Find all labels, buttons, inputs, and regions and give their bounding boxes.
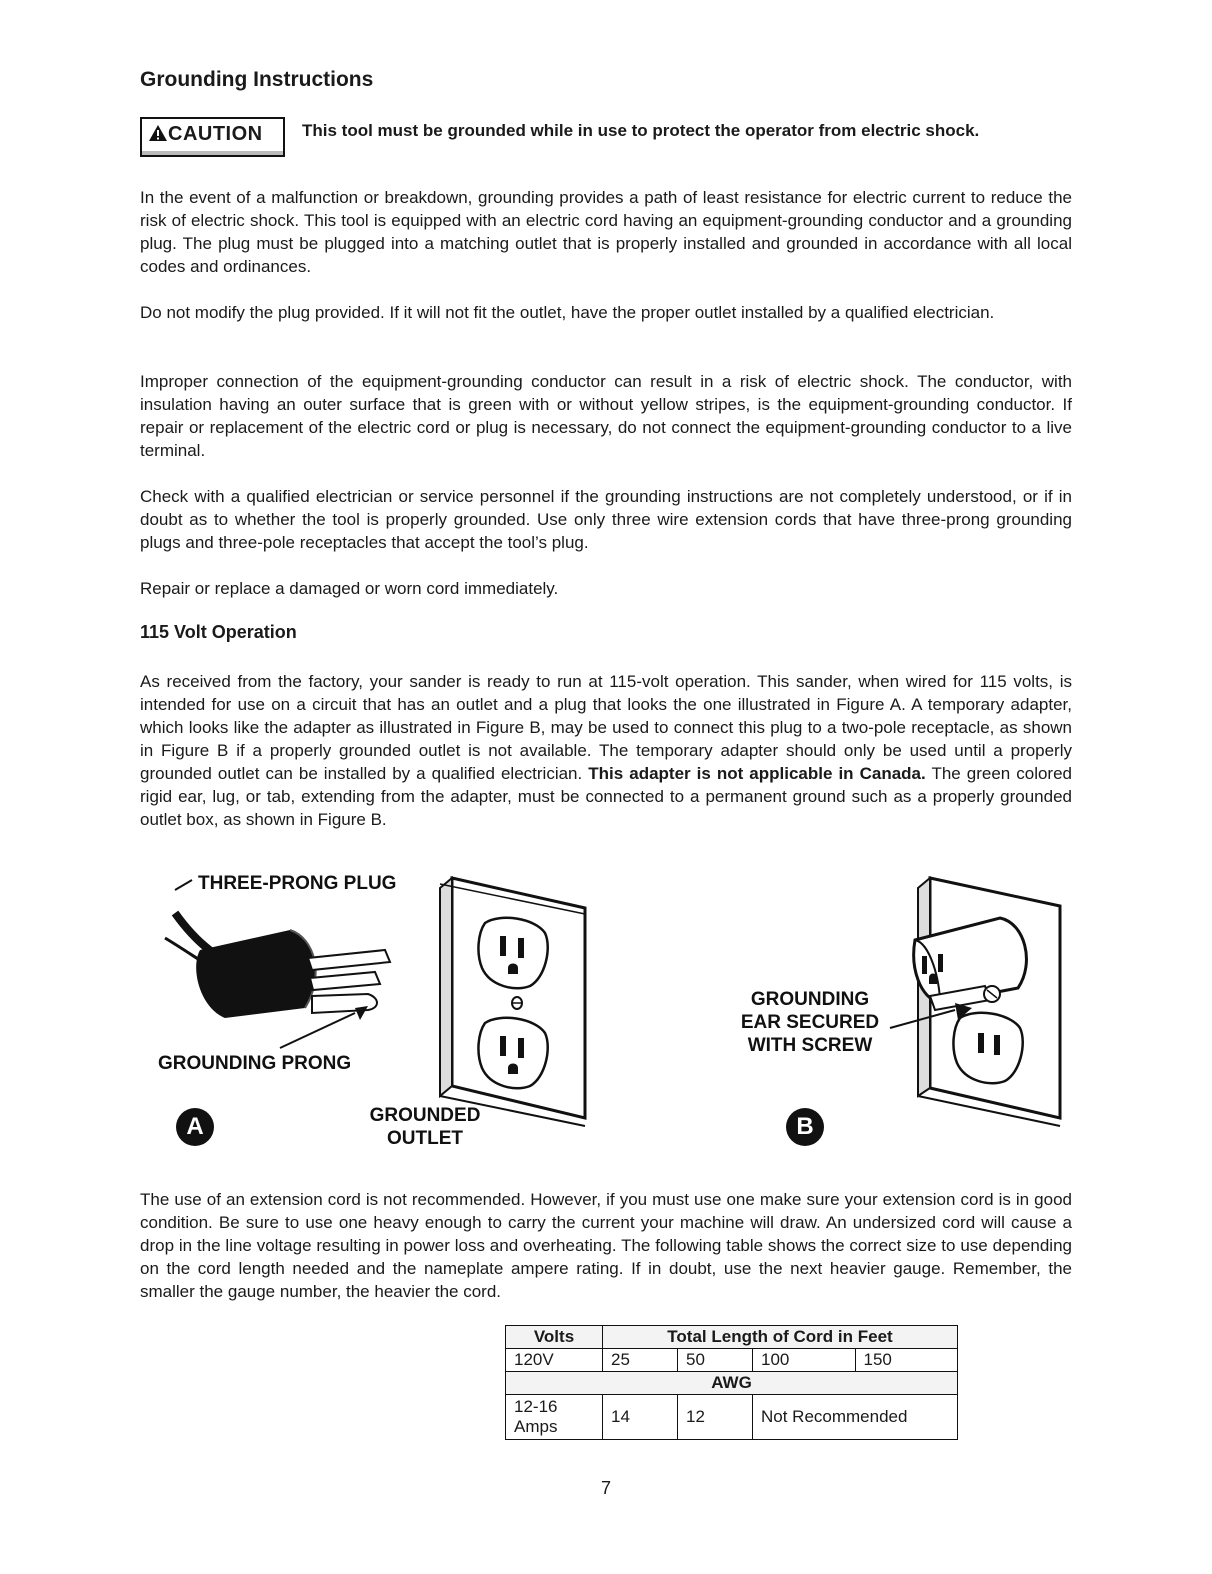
table-cell-length: 150 <box>855 1349 958 1372</box>
warning-triangle-icon <box>148 124 168 142</box>
paragraph-repair-cord: Repair or replace a damaged or worn cord immediately. <box>140 579 559 598</box>
paragraph-improper-connection: Improper connection of the equipment-grounding conductor can result in a risk of electric shock. The conductor, with insulation having an outer surface that is green with or without yellow stripes, is the equipment-grounding conductor. If repair or replacement of the electric cord or plug is necessary, do not connect the equipment-grounding conductor to a live terminal. <box>140 372 1072 460</box>
caution-badge-label: CAUTION <box>168 123 263 145</box>
page-title: Grounding Instructions <box>140 68 374 91</box>
section-heading-115-volt: 115 Volt Operation <box>140 622 297 642</box>
paragraph-modify-plug: Do not modify the plug provided. If it will not fit the outlet, have the proper outlet installed by a qualified electrician. <box>140 303 995 322</box>
table-cell-length: 100 <box>753 1349 856 1372</box>
label-grounding-ear-line1: GROUNDING <box>750 989 870 1010</box>
label-grounded-outlet-line1: GROUNDED <box>369 1105 481 1126</box>
table-row <box>506 1395 958 1440</box>
grounding-figure <box>140 868 1075 1160</box>
table-header-awg: AWG <box>506 1372 958 1395</box>
label-grounding-ear-line2: EAR SECURED <box>740 1012 880 1033</box>
table-header-length: Total Length of Cord in Feet <box>603 1326 958 1349</box>
paragraph-115-volt-text-a: As received from the factory, your sander is ready to run at 115-volt operation. This sander, when wired for 115 volts, is intended for use on a circuit that has an outlet and a plug that looks the one illustrated in Figure A. A temporary adapter, which looks like the adapter as illustrated in Figure B, may be used to connect this plug to a two-pole receptacle, as shown in Figure B if a properly grounded outlet is not available. The temporary adapter should only be used until a properly grounded outlet can be installed by a qualified electrician. <box>140 672 1072 783</box>
label-grounding-prong: GROUNDING PRONG <box>158 1053 352 1074</box>
page-number: 7 <box>600 1478 611 1498</box>
paragraph-115-volt-bold: This adapter is not applicable in Canada. <box>588 764 926 783</box>
figure-a-badge: A <box>176 1108 214 1146</box>
label-grounding-ear <box>720 988 900 1057</box>
table-cell-not-recommended: Not Recommended <box>753 1395 958 1440</box>
paragraph-extension-cord: The use of an extension cord is not recommended. However, if you must use one make sure your extension cord is in good condition. Be sure to use one heavy enough to carry the current your machine will draw. An undersized cord will cause a drop in the line voltage resulting in power loss and overheating. The following table shows the correct size to use depending on the cord length needed and the nameplate ampere rating. If in doubt, use the next heavier gauge. Remember, the smaller the gauge number, the heavier the cord. <box>140 1190 1072 1301</box>
label-grounding-ear-line3: WITH SCREW <box>747 1035 873 1056</box>
figure-b-badge: B <box>786 1108 824 1146</box>
paragraph-malfunction: In the event of a malfunction or breakdown, grounding provides a path of least resistance for electric current to reduce the risk of electric shock. This tool is equipped with an electric cord having an equipment-grounding conductor and a grounding plug. The plug must be plugged into a matching outlet that is properly installed and grounded in accordance with all local codes and ordinances. <box>140 188 1072 276</box>
table-cell-amps: 12-16 Amps <box>506 1395 603 1440</box>
label-three-prong-plug: THREE-PRONG PLUG <box>198 873 397 894</box>
caution-badge <box>140 117 285 157</box>
table-row <box>506 1349 958 1372</box>
table-row <box>506 1326 958 1349</box>
paragraph-115-volt <box>140 670 1072 831</box>
awg-table <box>505 1325 958 1440</box>
table-cell-length: 25 <box>603 1349 678 1372</box>
caution-text: This tool must be grounded while in use to protect the operator from electric shock. <box>302 121 980 140</box>
table-cell-length: 50 <box>678 1349 753 1372</box>
table-header-volts: Volts <box>506 1326 603 1349</box>
table-row <box>506 1372 958 1395</box>
three-prong-plug-illustration <box>140 868 1075 1160</box>
paragraph-115-volt-text-b: The green colored rigid ear, lug, or tab, extending from the adapter, must be connected to a permanent ground such as a properly grounded outlet box, as shown in Figure B. <box>140 764 1072 829</box>
table-cell-volts: 120V <box>506 1349 603 1372</box>
label-grounded-outlet <box>350 1104 500 1150</box>
paragraph-check-electrician: Check with a qualified electrician or service personnel if the grounding instructions are not completely understood, or if in doubt as to whether the tool is properly grounded. Use only three wire extension cords that have three-prong grounding plugs and three-pole receptacles that accept the tool’s plug. <box>140 487 1072 552</box>
table-cell-gauge: 14 <box>603 1395 678 1440</box>
label-grounded-outlet-line2: OUTLET <box>387 1128 463 1149</box>
table-cell-gauge: 12 <box>678 1395 753 1440</box>
